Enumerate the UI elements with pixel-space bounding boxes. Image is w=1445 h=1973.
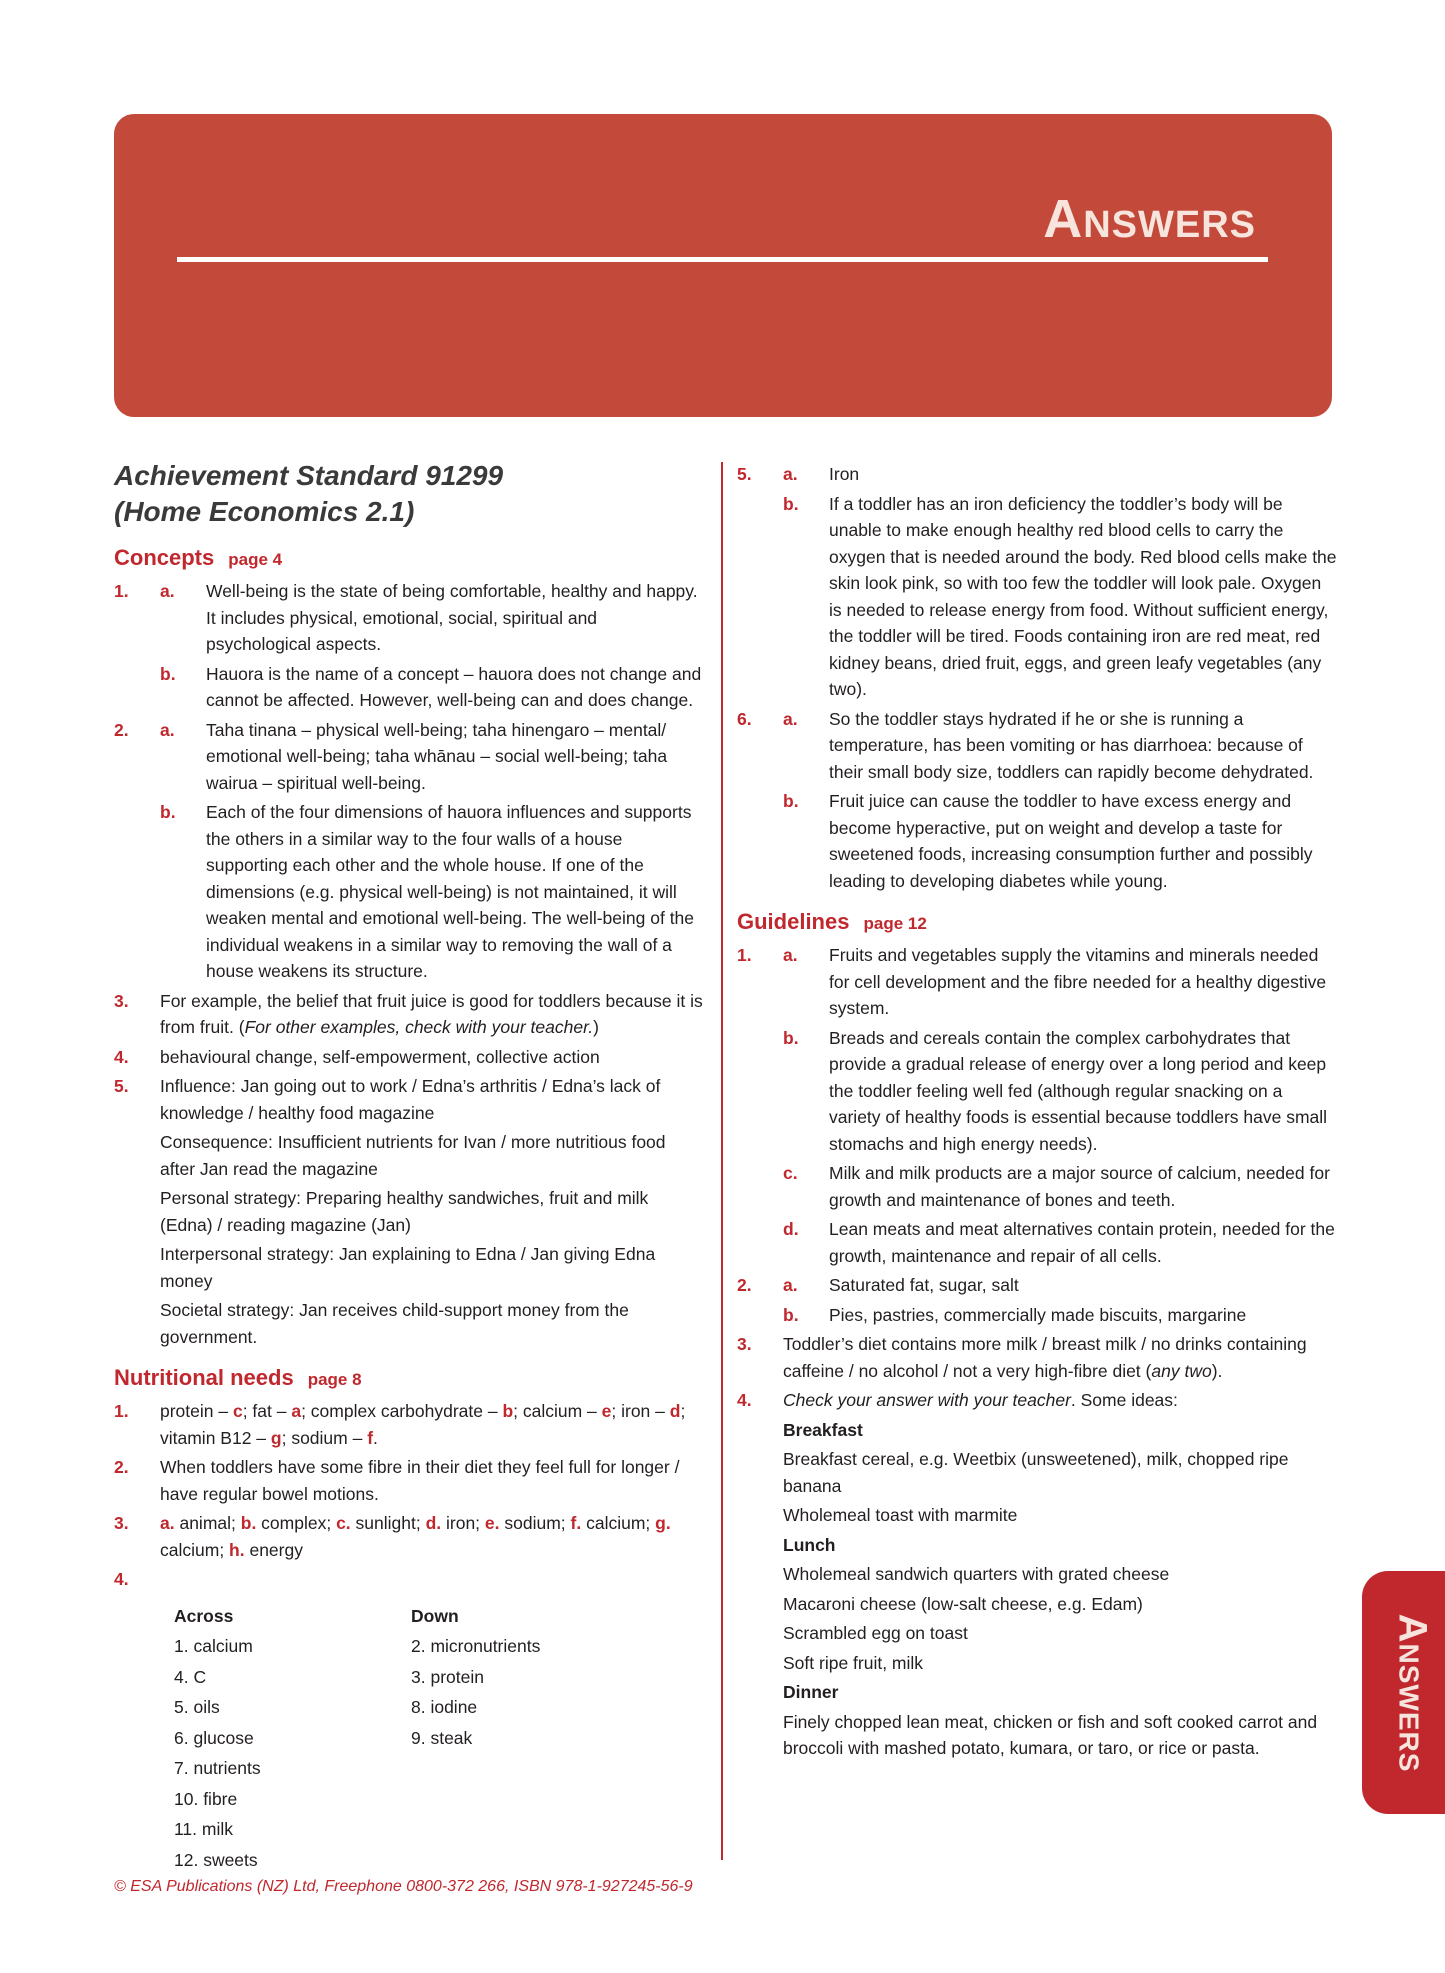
section-nutritional-needs xyxy=(114,1364,704,1394)
section-page: page 12 xyxy=(863,914,927,933)
copyright-footer: © ESA Publications (NZ) Ltd, Freephone 0800-372 266, ISBN 978-1-927245-56-9 xyxy=(114,1878,693,1895)
across-answer: 7. nutrients xyxy=(174,1758,261,1778)
down-answer: 3. protein xyxy=(411,1666,484,1687)
meal-idea: Scrambled egg on toast xyxy=(783,1623,968,1643)
across-answer: 5. oils xyxy=(174,1697,220,1717)
meal-idea: Wholemeal toast with marmite xyxy=(783,1505,1018,1525)
section-concepts xyxy=(114,544,704,574)
banner-rule xyxy=(177,257,1268,262)
answer-paragraph: Personal strategy: Preparing healthy sandwiches, fruit and milk (Edna) / reading magazine (Jan) xyxy=(160,1188,649,1235)
meal-idea: Macaroni cheese (low-salt cheese, e.g. Edam) xyxy=(783,1593,1143,1614)
section-title: Concepts xyxy=(114,545,215,570)
meal-idea: Soft ripe fruit, milk xyxy=(783,1652,924,1673)
answer-item: 5. a. Iron xyxy=(737,464,860,484)
answer-paragraph: Societal strategy: Jan receives child-support money from the government. xyxy=(160,1300,629,1347)
banner-title: Answers xyxy=(1043,189,1256,249)
across-answer: 6. glucose xyxy=(174,1727,254,1748)
section-page: page 4 xyxy=(228,550,283,569)
answer-item: 2. a. Saturated fat, sugar, salt xyxy=(737,1275,1019,1295)
answer-item: 4. behavioural change, self-empowerment, collective action xyxy=(114,1046,600,1067)
answer-paragraph: Consequence: Insufficient nutrients for Ivan / more nutritious food after Jan read the magazine xyxy=(160,1132,666,1179)
answer-item: b. Each of the four dimensions of hauora influences and supports the others in a similar way to the four walls of a house supporting each other and the whole house. If one of the dimensions (e.g. physical well-being) is not maintained, it will weaken mental and emotional well-being. The well-being of the individual weakens in a similar way to removing the wall of a house weakens its structure. xyxy=(160,802,695,981)
standard-title: Achievement Standard 91299 (Home Economics 2.1) xyxy=(114,460,504,527)
answers-side-tab[interactable] xyxy=(1362,1571,1445,1814)
answer-item: b. Breads and cereals contain the complex carbohydrates that provide a gradual release of energy over a long period and keep the toddler feeling well fed (although regular snacking on a variety of healthy foods is essential because toddlers have small stomachs and high energy needs). xyxy=(783,1027,1328,1154)
across-answer: 4. C xyxy=(174,1666,207,1687)
section-page: page 8 xyxy=(307,1370,362,1389)
answer-item: 1. a. Fruits and vegetables supply the vitamins and minerals needed for cell development and the fibre needed for a healthy digestive system. xyxy=(737,945,1327,1018)
answer-item: b. Pies, pastries, commercially made biscuits, margarine xyxy=(783,1304,1247,1325)
right-column xyxy=(737,458,1337,1765)
answer-item: 1. protein – c; fat – a; complex carbohydrate – b; calcium – e; iron – d; vitamin B12 – g; sodium – f. xyxy=(114,1401,686,1448)
answer-item: 4. xyxy=(114,1569,129,1589)
answer-item: 6. a. So the toddler stays hydrated if he or she is running a temperature, has been vomiting or has diarrhoea: because of their small body size, toddlers can rapidly become dehydrated. xyxy=(737,708,1314,782)
down-answer: 9. steak xyxy=(411,1727,473,1748)
answer-item: c. Milk and milk products are a major source of calcium, needed for growth and maintenance of bones and teeth. xyxy=(783,1163,1330,1210)
answer-item: b. Hauora is the name of a concept – hauora does not change and cannot be affected. However, well-being can and does change. xyxy=(160,663,702,710)
answer-item: 3. Toddler’s diet contains more milk / breast milk / no drinks containing caffeine / no alcohol / not a very high-fibre diet (any two). xyxy=(737,1334,1307,1381)
meal-idea: Finely chopped lean meat, chicken or fish and soft cooked carrot and broccoli with mashed potato, kumara, or taro, or rice or pasta. xyxy=(783,1711,1318,1758)
answer-item: b. If a toddler has an iron deficiency the toddler’s body will be unable to make enough healthy red blood cells to carry the oxygen that is needed around the body. Red blood cells make the skin look pink, so with too few the toddler will look pale. Oxygen is needed to release energy from food. Without sufficient energy, the toddler will be tired. Foods containing iron are red meat, red kidney beans, dried fruit, eggs, and green leafy vegetables (any two). xyxy=(783,493,1337,699)
side-tab-label: Answers xyxy=(1390,1613,1435,1772)
column-divider xyxy=(721,462,723,1860)
down-answer: 2. micronutrients xyxy=(411,1636,541,1656)
answers-banner xyxy=(114,114,1332,417)
answer-item: 3. a. animal; b. complex; c. sunlight; d. iron; e. sodium; f. calcium; g. calcium; h. energy xyxy=(114,1513,671,1560)
answer-item: 3. For example, the belief that fruit juice is good for toddlers because it is from fruit. (For other examples, check with your teacher.) xyxy=(114,990,703,1037)
answer-item: 1. a. Well-being is the state of being comfortable, healthy and happy. It includes physical, emotional, social, spiritual and psychological aspects. xyxy=(114,581,698,654)
meal-heading-lunch: Lunch xyxy=(783,1534,836,1555)
section-guidelines xyxy=(737,908,1337,938)
left-column xyxy=(114,458,704,1877)
across-answer: 1. calcium xyxy=(174,1636,253,1656)
section-title: Nutritional needs xyxy=(114,1365,294,1390)
across-answer: 10. fibre xyxy=(174,1788,238,1809)
answer-item: d. Lean meats and meat alternatives contain protein, needed for the growth, maintenance and repair of all cells. xyxy=(783,1219,1335,1266)
crossword-answers xyxy=(174,1599,704,1878)
answer-paragraph: Interpersonal strategy: Jan explaining to Edna / Jan giving Edna money xyxy=(160,1244,656,1291)
meal-heading-breakfast: Breakfast xyxy=(783,1419,863,1440)
meal-heading-dinner: Dinner xyxy=(783,1682,839,1702)
across-column: Across 1. calcium 4. C 5. oils 6. glucose 7. nutrients 10. fibre 11. milk 12. sweets xyxy=(174,1599,411,1878)
answer-item: 2. When toddlers have some fibre in their diet they feel full for longer / have regular bowel motions. xyxy=(114,1457,680,1504)
down-column: Down 2. micronutrients 3. protein 8. iodine 9. steak xyxy=(411,1599,648,1878)
answer-item: b. Fruit juice can cause the toddler to have excess energy and become hyperactive, put on weight and develop a taste for sweetened foods, increasing consumption further and possibly leading to developing diabetes while young. xyxy=(783,791,1313,891)
across-answer: 11. milk xyxy=(174,1819,233,1839)
answer-item: 2. a. Taha tinana – physical well-being; taha hinengaro – mental/ emotional well-being; taha whānau – social well-being; taha wairua – spiritual well-being. xyxy=(114,719,668,793)
section-title: Guidelines xyxy=(737,909,850,934)
meal-idea: Wholemeal sandwich quarters with grated cheese xyxy=(783,1564,1170,1584)
answer-item: 5. Influence: Jan going out to work / Edna’s arthritis / Edna’s lack of knowledge / healthy food magazine xyxy=(114,1076,661,1123)
down-answer: 8. iodine xyxy=(411,1697,478,1717)
answer-item: 4. Check your answer with your teacher. Some ideas: xyxy=(737,1390,1178,1410)
meal-idea: Breakfast cereal, e.g. Weetbix (unsweetened), milk, chopped ripe banana xyxy=(783,1449,1289,1496)
across-answer: 12. sweets xyxy=(174,1849,258,1870)
